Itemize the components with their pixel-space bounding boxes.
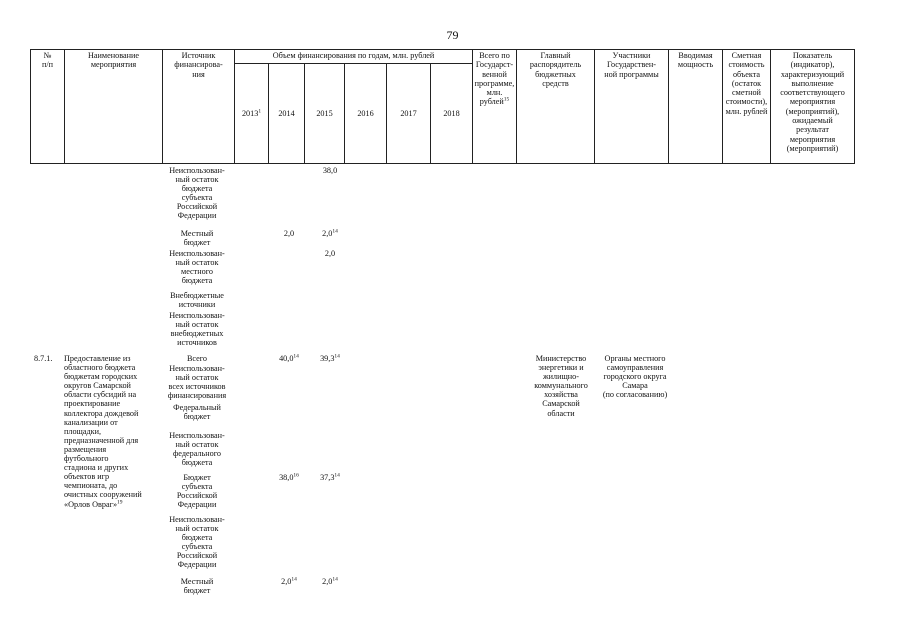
header-number: № п/п: [31, 50, 65, 164]
value-2015-regional: 37,3$^{14}$: [320, 472, 340, 482]
header-source: Источник финансирова- ния: [163, 50, 235, 164]
value-2015-local: $2,0^{14}$: [322, 228, 338, 238]
value-2015-total: 39,3$^{14}$: [320, 353, 340, 363]
header-year-2014: 2014: [269, 64, 305, 164]
source-local-item: Местный бюджет: [180, 577, 214, 596]
header-capacity: Вводимая мощность: [669, 50, 723, 164]
participants: Органы местного самоуправления городского округа Самара (по согласованию): [602, 354, 668, 400]
value-2014-regional: 38,0$^{16}$: [279, 472, 299, 482]
source-local-budget: Местный бюджет: [180, 229, 214, 248]
header-year-2015: 2015: [305, 64, 345, 164]
header-name: Наименование мероприятия: [65, 50, 163, 164]
source-extrabudgetary: Внебюджетные источники: [170, 291, 224, 310]
source-unused-local: Неиспользован- ный остаток местного бюджета: [169, 249, 225, 286]
item-name: Предоставление из областного бюджета бюджетам городских округов Самарской области субсидий на проектирование коллектора дождевой канализации от площадки, предназначенной для размещения футбольного стадиона и других объектов игр чемпионата, до очистных сооружений «Орлов Овраг»$^{19}$: [64, 354, 142, 509]
source-total: Всего: [186, 354, 208, 363]
header-total: Всего по Государст- венной программе, млн. рублей$^{15}$: [473, 50, 517, 164]
value-2014-total: 40,0$^{14}$: [279, 353, 299, 363]
source-regional: Бюджет субъекта Российской Федерации: [176, 473, 218, 510]
header-year-2018: 2018: [431, 64, 473, 164]
page-number: 79: [446, 28, 459, 42]
source-unused-extrabudgetary: Неиспользован- ный остаток внебюджетных источников: [169, 311, 225, 348]
source-unused-regional: Неиспользован- ный остаток бюджета субъекта Российской Федерации: [169, 166, 225, 221]
header-participants: Участники Государствен- ной программы: [595, 50, 669, 164]
header-volume: Объем финансирования по годам, млн. рублей: [235, 50, 473, 64]
header-cost: Сметная стоимость объекта (остаток сметной стоимости), млн. рублей: [723, 50, 771, 164]
main-manager: Министерство энергетики и жилищно- коммунального хозяйства Самарской области: [534, 354, 588, 418]
item-number: 8.7.1.: [34, 354, 53, 363]
header-indicator: Показатель (индикатор), характеризующий выполнение соответствующего мероприятия (мероприятий), ожидаемый результат мероприятия (мероприятий): [771, 50, 855, 164]
value-2015-local-item: $2,0^{14}$: [322, 576, 338, 586]
header-main-manager: Главный распорядитель бюджетных средств: [517, 50, 595, 164]
value-2015-unused-regional: 38,0: [322, 166, 338, 175]
value-2014-local-item: $2,0^{14}$: [281, 576, 297, 586]
header-year-2016: 2016: [345, 64, 387, 164]
source-unused-federal: Неиспользован- ный остаток федерального бюджета: [169, 431, 225, 468]
value-2014-local: 2,0: [283, 229, 295, 238]
source-unused-regional-item: Неиспользован- ный остаток бюджета субъекта Российской Федерации: [169, 515, 225, 570]
source-federal: Федеральный бюджет: [173, 403, 221, 422]
source-unused-all: Неиспользован- ный остаток всех источников финансирования: [167, 364, 227, 401]
value-2015-unused-local: 2,0: [324, 249, 336, 258]
header-year-2013: 2013$^1$: [235, 64, 269, 164]
header-year-2017: 2017: [387, 64, 431, 164]
table-header: [30, 49, 855, 164]
